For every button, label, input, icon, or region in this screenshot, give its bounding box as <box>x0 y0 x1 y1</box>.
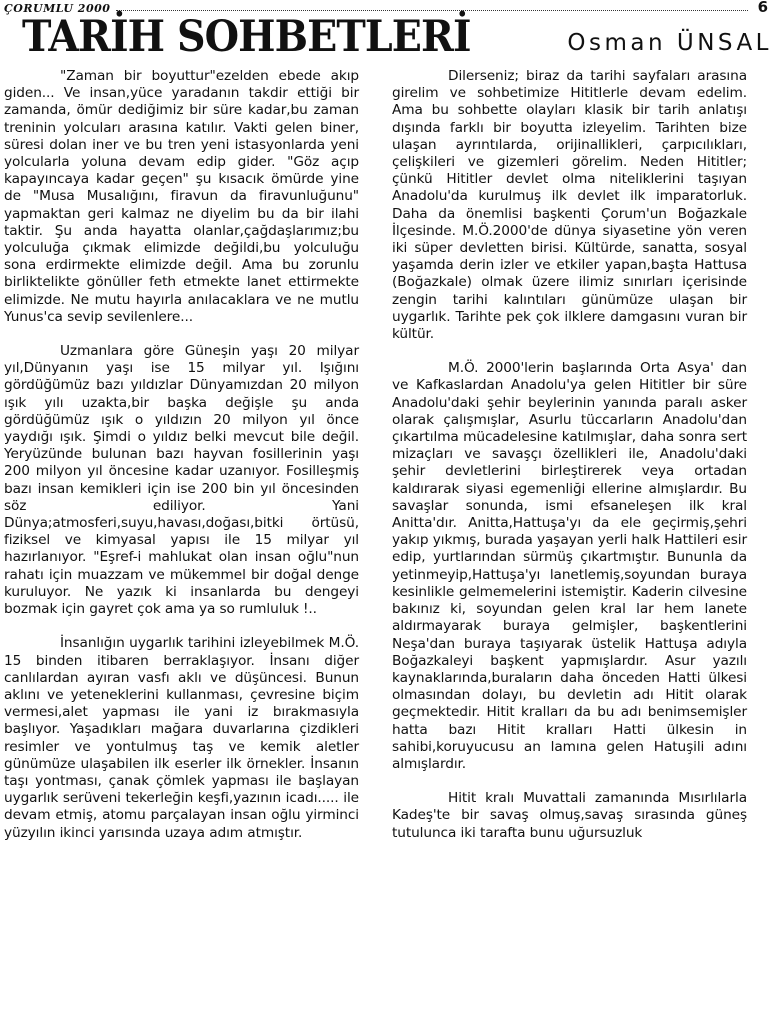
paragraph: Uzmanlara göre Güneşin yaşı 20 milyar yıl,Dünyanın yaşı ise 15 milyar yıl. Işığını gördüğümüz bazı yıldızlar Dünyamızdan 20 milyon ışık yılı uzakta,bir başka değişle şu anda gördüğümüz ışık o yıldızın 20 milyon yıl önce yaydığı ışık. Şimdi o yıldız belki mevcut bile değil. Yeryüzünde bulunan bazı hayvan fosillerinin yaşı 200 milyon yıl öncesine kadar uzanıyor. Fosilleşmiş bazı insan kemikleri için ise 200 bin yıl öncesinden söz ediliyor. Yani Dünya;atmosferi,suyu,havası,doğası,bitki örtüsü, fiziksel ve kimyasal yapısı ile 15 milyar yıl hazırlanıyor. "Eşref-i mahlukat olan insan oğlu"nun rahatı için muazzam ve mükemmel bir doğal denge kuruluyor. Ne yazık ki insanlarda bu dengeyi bozmak için gayret çok ama ya so rumluluk !.. <box>4 343 359 618</box>
paragraph: "Zaman bir boyuttur"ezelden ebede akıp giden... Ve insan,yüce yaradanın takdir ettiği bir zamanda, ömür dediğimiz bir süre kadar,bu zaman treninin yolcuları arasına katılır. Vakti gelen biner, süresi dolan iner ve bu tren yeni istasyonlarda yeni yolcularla yoluna devam edip gider. "Göz açıp kapayıncaya kadar geçen" şu kısacık ömürde yine de "Musa Musalığını, firavun da firavunluğunu" yapmaktan geri kalmaz ne diyelim bu da bir ilahi taktir. Şu anda hayatta olanlar,çağdaşlarımız;bu yolculuğa çıkmak elimizde değildi,bu yolculuğu sona erdirmekte elimizde değil. Ama bu zorunlu birliktelikte gönüller feth etmekte lanet ettirmekte elimizde. Ne mutu hayırla anılacaklara ve ne mutlu Yunus'ca sevip sevilenlere... <box>4 68 359 325</box>
paragraph: M.Ö. 2000'lerin başlarında Orta Asya' dan ve Kafkaslardan Anadolu'ya gelen Hititler bir süre Anadolu'daki şehir beylerinin yanında paralı asker olarak çalışmışlar, Asurlu tüccarların Anadolu'dan çıkartılma mücadelesine katılmışlar, daha sonra sert mizaçları ve savaşçı özellikleri ile, Anadolu'daki şehir devletlerini birleştirerek veya ortadan kaldırarak siyasi egemenliği ellerine almışlardır. Bu savaşlar sonunda, ismi efsaneleşen ilk kral Anitta'dır. Anitta,Hattuşa'yı da ele geçirmiş,şehri yakıp yıkmış, burada yaşayan yerli halk Hattileri esir edip, yurtlarından sürmüş çıkartmıştır. Bununla da yetinmeyip,Hattuşa'yı lanetlemiş,soyundan buraya kesinlikle gelmemelerini istemiştir. Kaderin cilvesine bakınız ki, soyundan gelen kral lar hem lanete aldırmayarak buraya gelmişler, başkentlerini Neşa'dan buraya taşıyarak üstelik Hattuşa adıyla Boğazkaleyi başkent yapmışlardır. Asur yazılı kaynaklarında,buraların daha önceden Hatti ülkesi olmasından dolayı, bu devletin adı Hitit olarak geçmektedir. Hitit kralları da bu adı benimsemişler hatta bazı Hitit kralları Hatti ülkesin in sahibi,koruyucusu an lamına gelen Hatuşili adını almışlardır. <box>392 360 747 772</box>
page-number: 6 <box>757 0 768 16</box>
left-column <box>4 68 359 859</box>
publication-name: ÇORUMLU 2000 <box>4 2 111 15</box>
article-title: TARİH SOHBETLERİ <box>22 12 471 62</box>
paragraph: Hitit kralı Muvattali zamanında Mısırlılarla Kadeş'te bir savaş olmuş,savaş sırasında güneş tutulunca iki tarafta bunu uğursuzluk <box>392 790 747 841</box>
paragraph: İnsanlığın uygarlık tarihini izleyebilmek M.Ö. 15 binden itibaren berraklaşıyor. İnsanı diğer canlılardan ayıran vasfı aklı ve düşüncesi. Bunun aklını ve yeteneklerini kullanması, çevresine biçim vermesi,alet yapması ile yani iz bırakmasıyla başlıyor. Yaşadıkları mağara duvarlarına çizdikleri resimler ve yontulmuş taş ve kemik aletler günümüze ulaşabilen ilk eserler ilk örnekler. İnsanın taşı yontması, çanak çömlek yapması ile başlayan uygarlık serüveni tekerleğin keşfi,yazının icadı..... ile devam etmiş, atomu parçalayan insan oğlu yirminci yüzyılın ikinci yarısında uzaya adım atmıştır. <box>4 635 359 841</box>
header-dotted-rule <box>116 4 748 11</box>
right-column <box>392 68 747 859</box>
paragraph: Dilerseniz; biraz da tarihi sayfaları arasına girelim ve sohbetimize Hititlerle devam edelim. Ama bu sohbette olayları klasik bir tarih anlatışı dışında farklı bir boyutta izleyelim. Tarihten bize ulaşan ayrıntılarda, orijinallikleri, çarpıcılıkları, çelişkileri ve gizemleri görelim. Neden Hititler; çünkü Hititler devlet olma niteliklerini taşıyan Anadolu'da kurulmuş ilk devlet ilk imparatorluk. Daha da önemlisi başkenti Çorum'un Boğazkale İlçesinde. M.Ö.2000'de dünya siyasetine yön veren iki süper devletten birisi. Kültürde, sanatta, sosyal yaşamda derin izler ve etkiler yapan,başta Hattusa (Boğazkale) olmak üzere ilimiz sınırları içerisinde zengin tarihi kalıntıları günümüze ulaşan bir uygarlık. Tarihte pek çok ilklere damgasını vuran bir kültür. <box>392 68 747 343</box>
article-author: Osman ÜNSAL <box>567 30 772 56</box>
